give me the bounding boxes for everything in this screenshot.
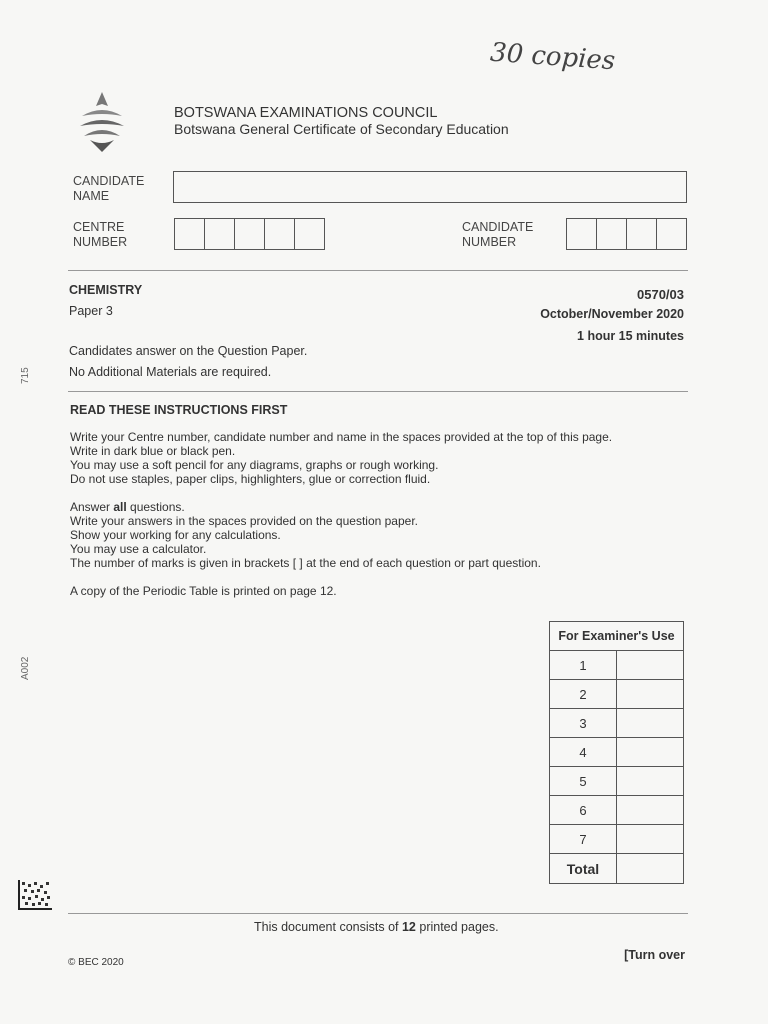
paper-number: Paper 3: [69, 304, 113, 318]
instruction-line: Write in dark blue or black pen.: [70, 444, 236, 458]
exam-session: October/November 2020: [540, 307, 684, 321]
candidate-number-label: CANDIDATE NUMBER: [462, 220, 534, 249]
exam-duration: 1 hour 15 minutes: [577, 329, 684, 343]
periodic-table-note: A copy of the Periodic Table is printed on page 12.: [70, 584, 337, 598]
handwritten-annotation: 30 copies: [489, 37, 617, 77]
mark-cell[interactable]: [617, 680, 684, 709]
paper-code: 0570/03: [637, 287, 684, 302]
copyright: © BEC 2020: [68, 957, 124, 968]
mark-cell[interactable]: [617, 709, 684, 738]
side-mark-bottom: A002: [20, 656, 31, 680]
instruction-line: You may use a calculator.: [70, 542, 207, 556]
table-row: 4: [550, 738, 684, 767]
turn-over: [Turn over: [624, 948, 685, 962]
instruction-line: You may use a soft pencil for any diagrams, graphs or rough working.: [70, 458, 439, 472]
table-row: 6: [550, 796, 684, 825]
mark-cell[interactable]: [617, 796, 684, 825]
mark-cell[interactable]: [617, 767, 684, 796]
table-row: 1: [550, 651, 684, 680]
table-row: 5: [550, 767, 684, 796]
divider: [68, 913, 688, 914]
examiner-use-table: [549, 621, 684, 884]
instructions-heading: READ THESE INSTRUCTIONS FIRST: [70, 403, 288, 417]
instructions-block-2: [70, 500, 541, 570]
instruction-line: Write your answers in the spaces provided on the question paper.: [70, 514, 418, 528]
instruction-line: Show your working for any calculations.: [70, 528, 281, 542]
instruction-line: The number of marks is given in brackets [ ] at the end of each question or part question.: [70, 556, 541, 570]
divider: [68, 270, 688, 271]
org-name: BOTSWANA EXAMINATIONS COUNCIL: [174, 105, 438, 121]
instruction-line: Write your Centre number, candidate number and name in the spaces provided at the top of this page.: [70, 430, 613, 444]
subject: CHEMISTRY: [69, 283, 143, 297]
candidate-name-label: CANDIDATE NAME: [73, 174, 145, 203]
bec-logo-icon: [76, 90, 128, 154]
instruction-line: Answer all questions.: [70, 500, 185, 514]
candidate-number-field[interactable]: [566, 218, 687, 250]
instructions-block-1: [70, 430, 612, 486]
candidate-name-field[interactable]: [173, 171, 687, 203]
datamatrix-code-icon: [18, 880, 52, 910]
total-cell[interactable]: [617, 854, 684, 884]
mark-cell[interactable]: [617, 738, 684, 767]
answer-note: Candidates answer on the Question Paper.: [69, 344, 308, 358]
centre-number-label: CENTRE NUMBER: [73, 220, 128, 249]
table-row: 7: [550, 825, 684, 854]
mark-cell[interactable]: [617, 825, 684, 854]
materials-note: No Additional Materials are required.: [69, 365, 272, 379]
table-row: Total: [550, 854, 684, 884]
certificate-title: Botswana General Certificate of Secondary Education: [174, 121, 509, 137]
table-row: 3: [550, 709, 684, 738]
page-count-note: This document consists of 12 printed pages.: [254, 920, 499, 934]
divider: [68, 391, 688, 392]
instruction-line: Do not use staples, paper clips, highlighters, glue or correction fluid.: [70, 472, 431, 486]
centre-number-field[interactable]: [174, 218, 325, 250]
side-mark-top: 715: [20, 367, 31, 384]
examiner-table-title: For Examiner's Use: [550, 622, 684, 651]
mark-cell[interactable]: [617, 651, 684, 680]
table-row: 2: [550, 680, 684, 709]
